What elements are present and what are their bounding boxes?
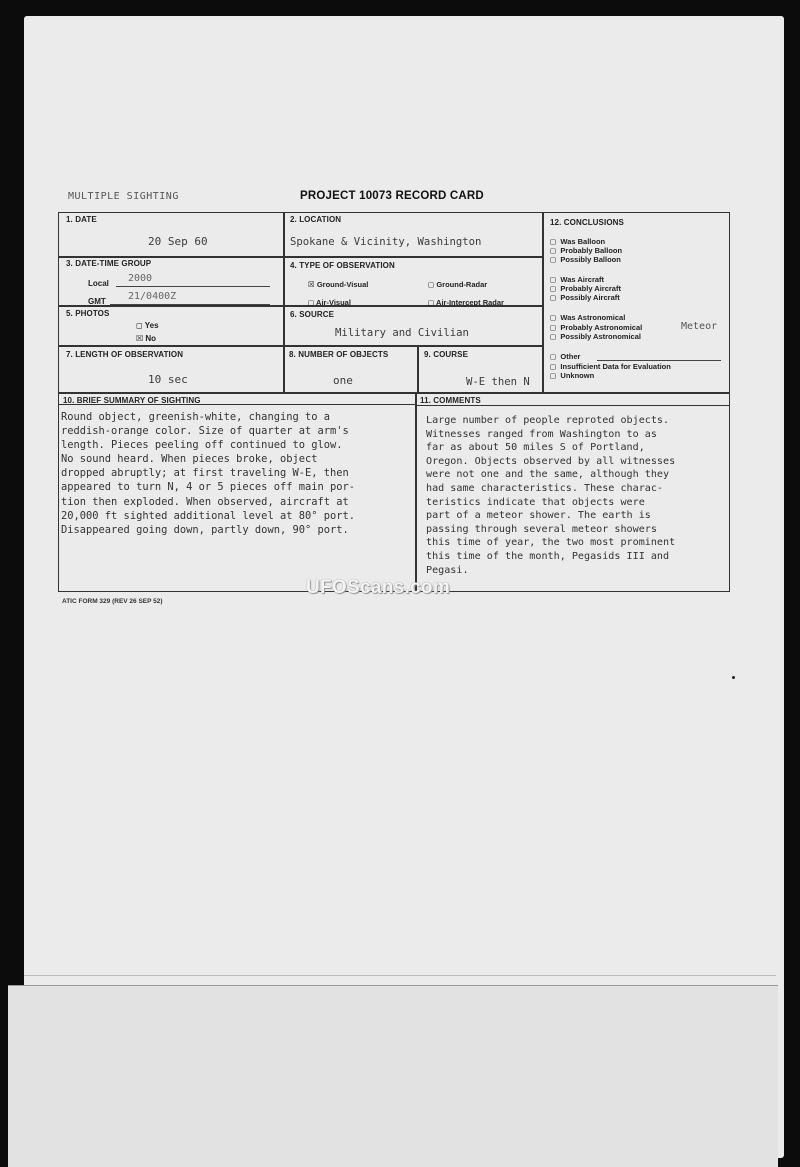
air-intercept-radar-option: ◻ Air-Intercept Radar (428, 298, 504, 307)
summary-line: tion then exploded. When observed, aircraft at (61, 495, 349, 508)
grid-line (415, 393, 417, 592)
course-value: W-E then N (466, 376, 530, 388)
grid-line (58, 256, 543, 258)
record-card-title: PROJECT 10073 RECORD CARD (300, 190, 484, 202)
comment-line: this time of the month, Pegasids III and (426, 550, 670, 562)
comment-line: far as about 50 miles S of Portland, (426, 442, 645, 454)
summary-line: No sound heard. When pieces broke, object (61, 453, 318, 466)
conclusion-option: ◻ Probably Astronomical (550, 323, 643, 332)
number-of-objects-value: one (333, 374, 353, 387)
ufoscans-watermark: UFOScans.com (306, 577, 451, 598)
ground-radar-option: ◻ Ground-Radar (428, 280, 488, 289)
comment-line: this time of year, the two most prominent (426, 537, 676, 549)
grid-line (542, 212, 544, 393)
conclusion-option: ◻ Possibly Astronomical (550, 332, 641, 341)
form-number-footer: ATIC FORM 329 (REV 26 SEP 52) (62, 598, 163, 605)
conclusion-option: ◻ Probably Balloon (550, 246, 623, 255)
conclusions-label: 12. CONCLUSIONS (550, 218, 624, 227)
summary-line: appeared to turn N, 4 or 5 pieces off main por- (61, 481, 356, 494)
comment-line: Pegasi. (426, 564, 469, 576)
multiple-sighting-note: MULTIPLE SIGHTING (68, 191, 179, 202)
page-fold-line (24, 975, 776, 976)
length-of-observation-label: 7. LENGTH OF OBSERVATION (66, 350, 184, 359)
comments-label: 11. COMMENTS (420, 396, 481, 405)
number-of-objects-label: 8. NUMBER OF OBJECTS (289, 350, 389, 359)
summary-line: dropped abruptly; at first traveling W-E, then (61, 467, 349, 480)
date-value: 20 Sep 60 (148, 235, 208, 248)
local-time-value: 2000 (128, 273, 153, 284)
summary-line: Disappeared going down, partly down, 90° port. (61, 523, 349, 536)
source-label: 6. SOURCE (290, 310, 335, 319)
conclusion-option: ◻ Other (550, 352, 581, 361)
comment-line: passing through several meteor showers (426, 523, 657, 535)
local-time-label: Local (88, 279, 109, 288)
air-visual-option: ◻ Air-Visual (308, 298, 351, 307)
grid-line (283, 212, 285, 393)
summary-line: length. Pieces peeling off continued to glow. (61, 439, 343, 452)
conclusion-option: ◻ Was Aircraft (550, 275, 605, 284)
conclusion-option: ◻ Unknown (550, 371, 595, 380)
comments-text (426, 414, 675, 577)
conclusion-option: ◻ Insufficient Data for Evaluation (550, 362, 671, 371)
conclusion-option: ◻ Was Astronomical (550, 313, 626, 322)
gmt-label: GMT (88, 297, 106, 306)
comment-line: teristics indicate that objects were (426, 496, 645, 508)
photos-no-option: ☒ No (136, 334, 157, 343)
summary-line: 20,000 ft sighted additional level at 80° port. (61, 509, 356, 522)
summary-line: Round object, greenish-white, changing to a (61, 411, 330, 423)
dust-speck (732, 676, 735, 679)
brief-summary-text (61, 410, 355, 537)
conclusion-option: ◻ Probably Aircraft (550, 284, 621, 293)
date-label: 1. DATE (66, 215, 97, 224)
photos-yes-option: ◻ Yes (136, 321, 159, 330)
photos-label: 5. PHOTOS (66, 309, 110, 318)
grid-line (416, 405, 730, 406)
comment-line: Witnesses ranged from Washington to as (426, 428, 657, 440)
summary-line: reddish-orange color. Size of quarter at arm's (61, 425, 349, 438)
conclusion-option: ◻ Possibly Aircraft (550, 293, 620, 302)
other-underline (597, 360, 721, 361)
type-of-observation-label: 4. TYPE OF OBSERVATION (290, 261, 395, 270)
ground-visual-option: ☒ Ground-Visual (308, 280, 369, 289)
length-of-observation-value: 10 sec (148, 373, 188, 386)
brief-summary-label: 10. BRIEF SUMMARY OF SIGHTING (63, 396, 201, 405)
grid-line (58, 392, 730, 394)
lower-page-sheet (8, 985, 778, 1167)
grid-line (58, 345, 543, 347)
gmt-value: 21/0400Z (128, 291, 177, 302)
grid-line (417, 345, 419, 393)
conclusion-option: ◻ Possibly Balloon (550, 255, 621, 264)
source-value: Military and Civilian (335, 327, 469, 339)
location-value: Spokane & Vicinity, Washington (290, 236, 482, 248)
comment-line: were not one and the same, although they (426, 469, 670, 481)
gmt-underline (110, 304, 270, 305)
location-label: 2. LOCATION (290, 215, 342, 224)
conclusion-option: ◻ Was Balloon (550, 237, 606, 246)
comment-line: part of a meteor shower. The earth is (426, 510, 651, 522)
local-underline (116, 286, 270, 287)
comment-line: Large number of people reproted objects. (426, 415, 670, 426)
comment-line: had same characteristics. These charac- (426, 482, 664, 494)
meteor-annotation: Meteor (681, 321, 718, 332)
comment-line: Oregon. Objects observed by all witnesses (426, 455, 676, 467)
date-time-group-label: 3. DATE-TIME GROUP (66, 259, 152, 268)
course-label: 9. COURSE (424, 350, 469, 359)
